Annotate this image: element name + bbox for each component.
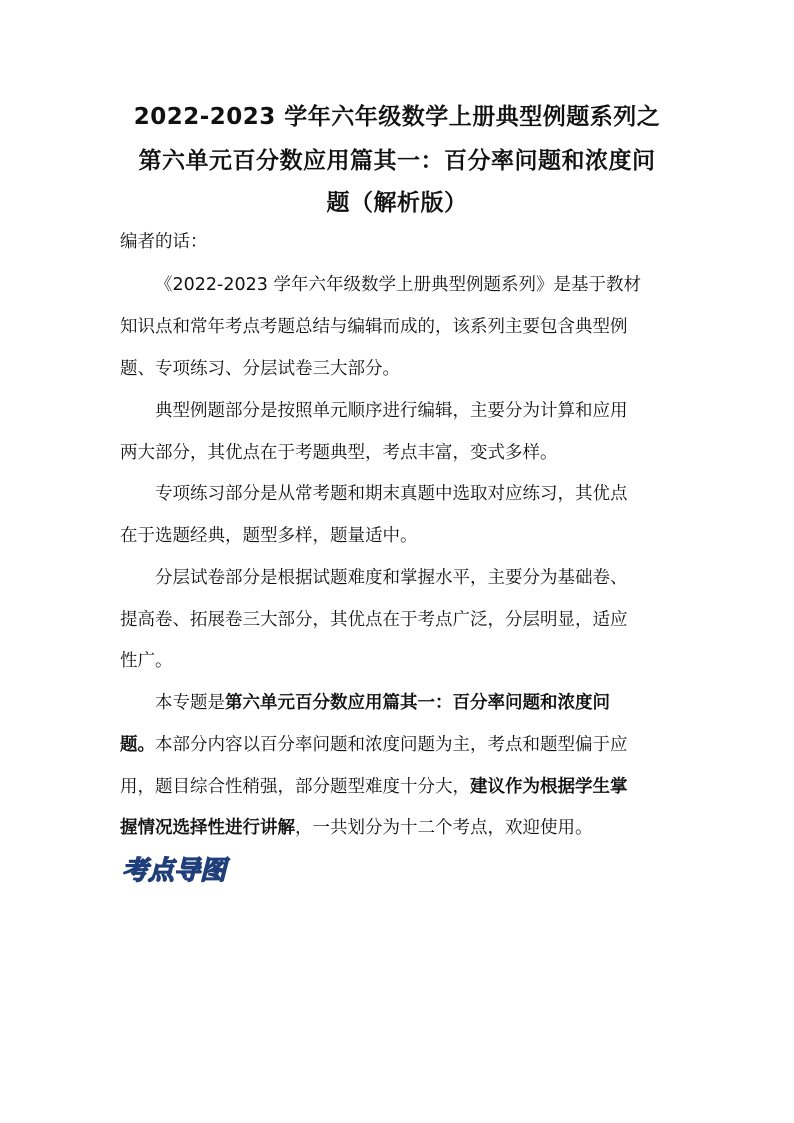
para5-intro-text: 本专题是 (155, 693, 225, 713)
section-heading-art (120, 852, 250, 888)
editor-heading: 编者的话： (120, 232, 208, 252)
para5-content-text: 本部分内容以百分率问题和浓度问题为主，考点和题型偏于应 (155, 735, 628, 755)
para3-line-2: 在于选题经典，题型多样，题量适中。 (120, 526, 418, 546)
para1-line-3: 题、专项练习、分层试卷三大部分。 (120, 359, 400, 379)
para5-line-1 (155, 689, 610, 717)
para5-advice-bold: 建议作为根据学生掌 (470, 777, 628, 797)
para4-line-2: 提高卷、拓展卷三大部分，其优点在于考点广泛，分层明显，适应 (120, 610, 628, 630)
title-line-1: 2022-2023 学年六年级数学上册典型例题系列之 (133, 104, 661, 130)
title-line-2: 第六单元百分数应用篇其一：百分率问题和浓度问 (138, 148, 656, 174)
para5-line-4 (120, 814, 593, 842)
section-heading-kaodian-daotu (120, 852, 250, 888)
para1-line-1: 《2022-2023 学年六年级数学上册典型例题系列》是基于教材 (155, 275, 641, 295)
para5-advice-end-bold: 握情况选择性进行讲解 (120, 818, 295, 838)
para2-line-1: 典型例题部分是按照单元顺序进行编辑，主要分为计算和应用 (155, 401, 628, 421)
para5-topic-end-bold: 题。 (120, 735, 155, 755)
para2-line-2: 两大部分，其优点在于考题典型，考点丰富，变式多样。 (120, 443, 558, 463)
para4-line-1: 分层试卷部分是根据试题难度和掌握水平，主要分为基础卷、 (155, 568, 628, 588)
para5-topic-bold: 第六单元百分数应用篇其一：百分率问题和浓度问 (225, 693, 610, 713)
para5-closing-text: ，一共划分为十二个考点，欢迎使用。 (295, 818, 593, 838)
para3-line-1: 专项练习部分是从常考题和期末真题中选取对应练习，其优点 (155, 484, 628, 504)
para4-line-3: 性广。 (120, 651, 173, 671)
section-heading-text: 考点导图 (122, 856, 227, 886)
para5-line-3 (120, 773, 628, 801)
para5-difficulty-text: 用，题目综合性稍强，部分题型难度十分大， (120, 777, 470, 797)
para1-line-2: 知识点和常年考点考题总结与编辑而成的，该系列主要包含典型例 (120, 317, 628, 337)
title-line-3: 题（解析版） (326, 190, 468, 216)
para5-line-2 (120, 731, 628, 759)
